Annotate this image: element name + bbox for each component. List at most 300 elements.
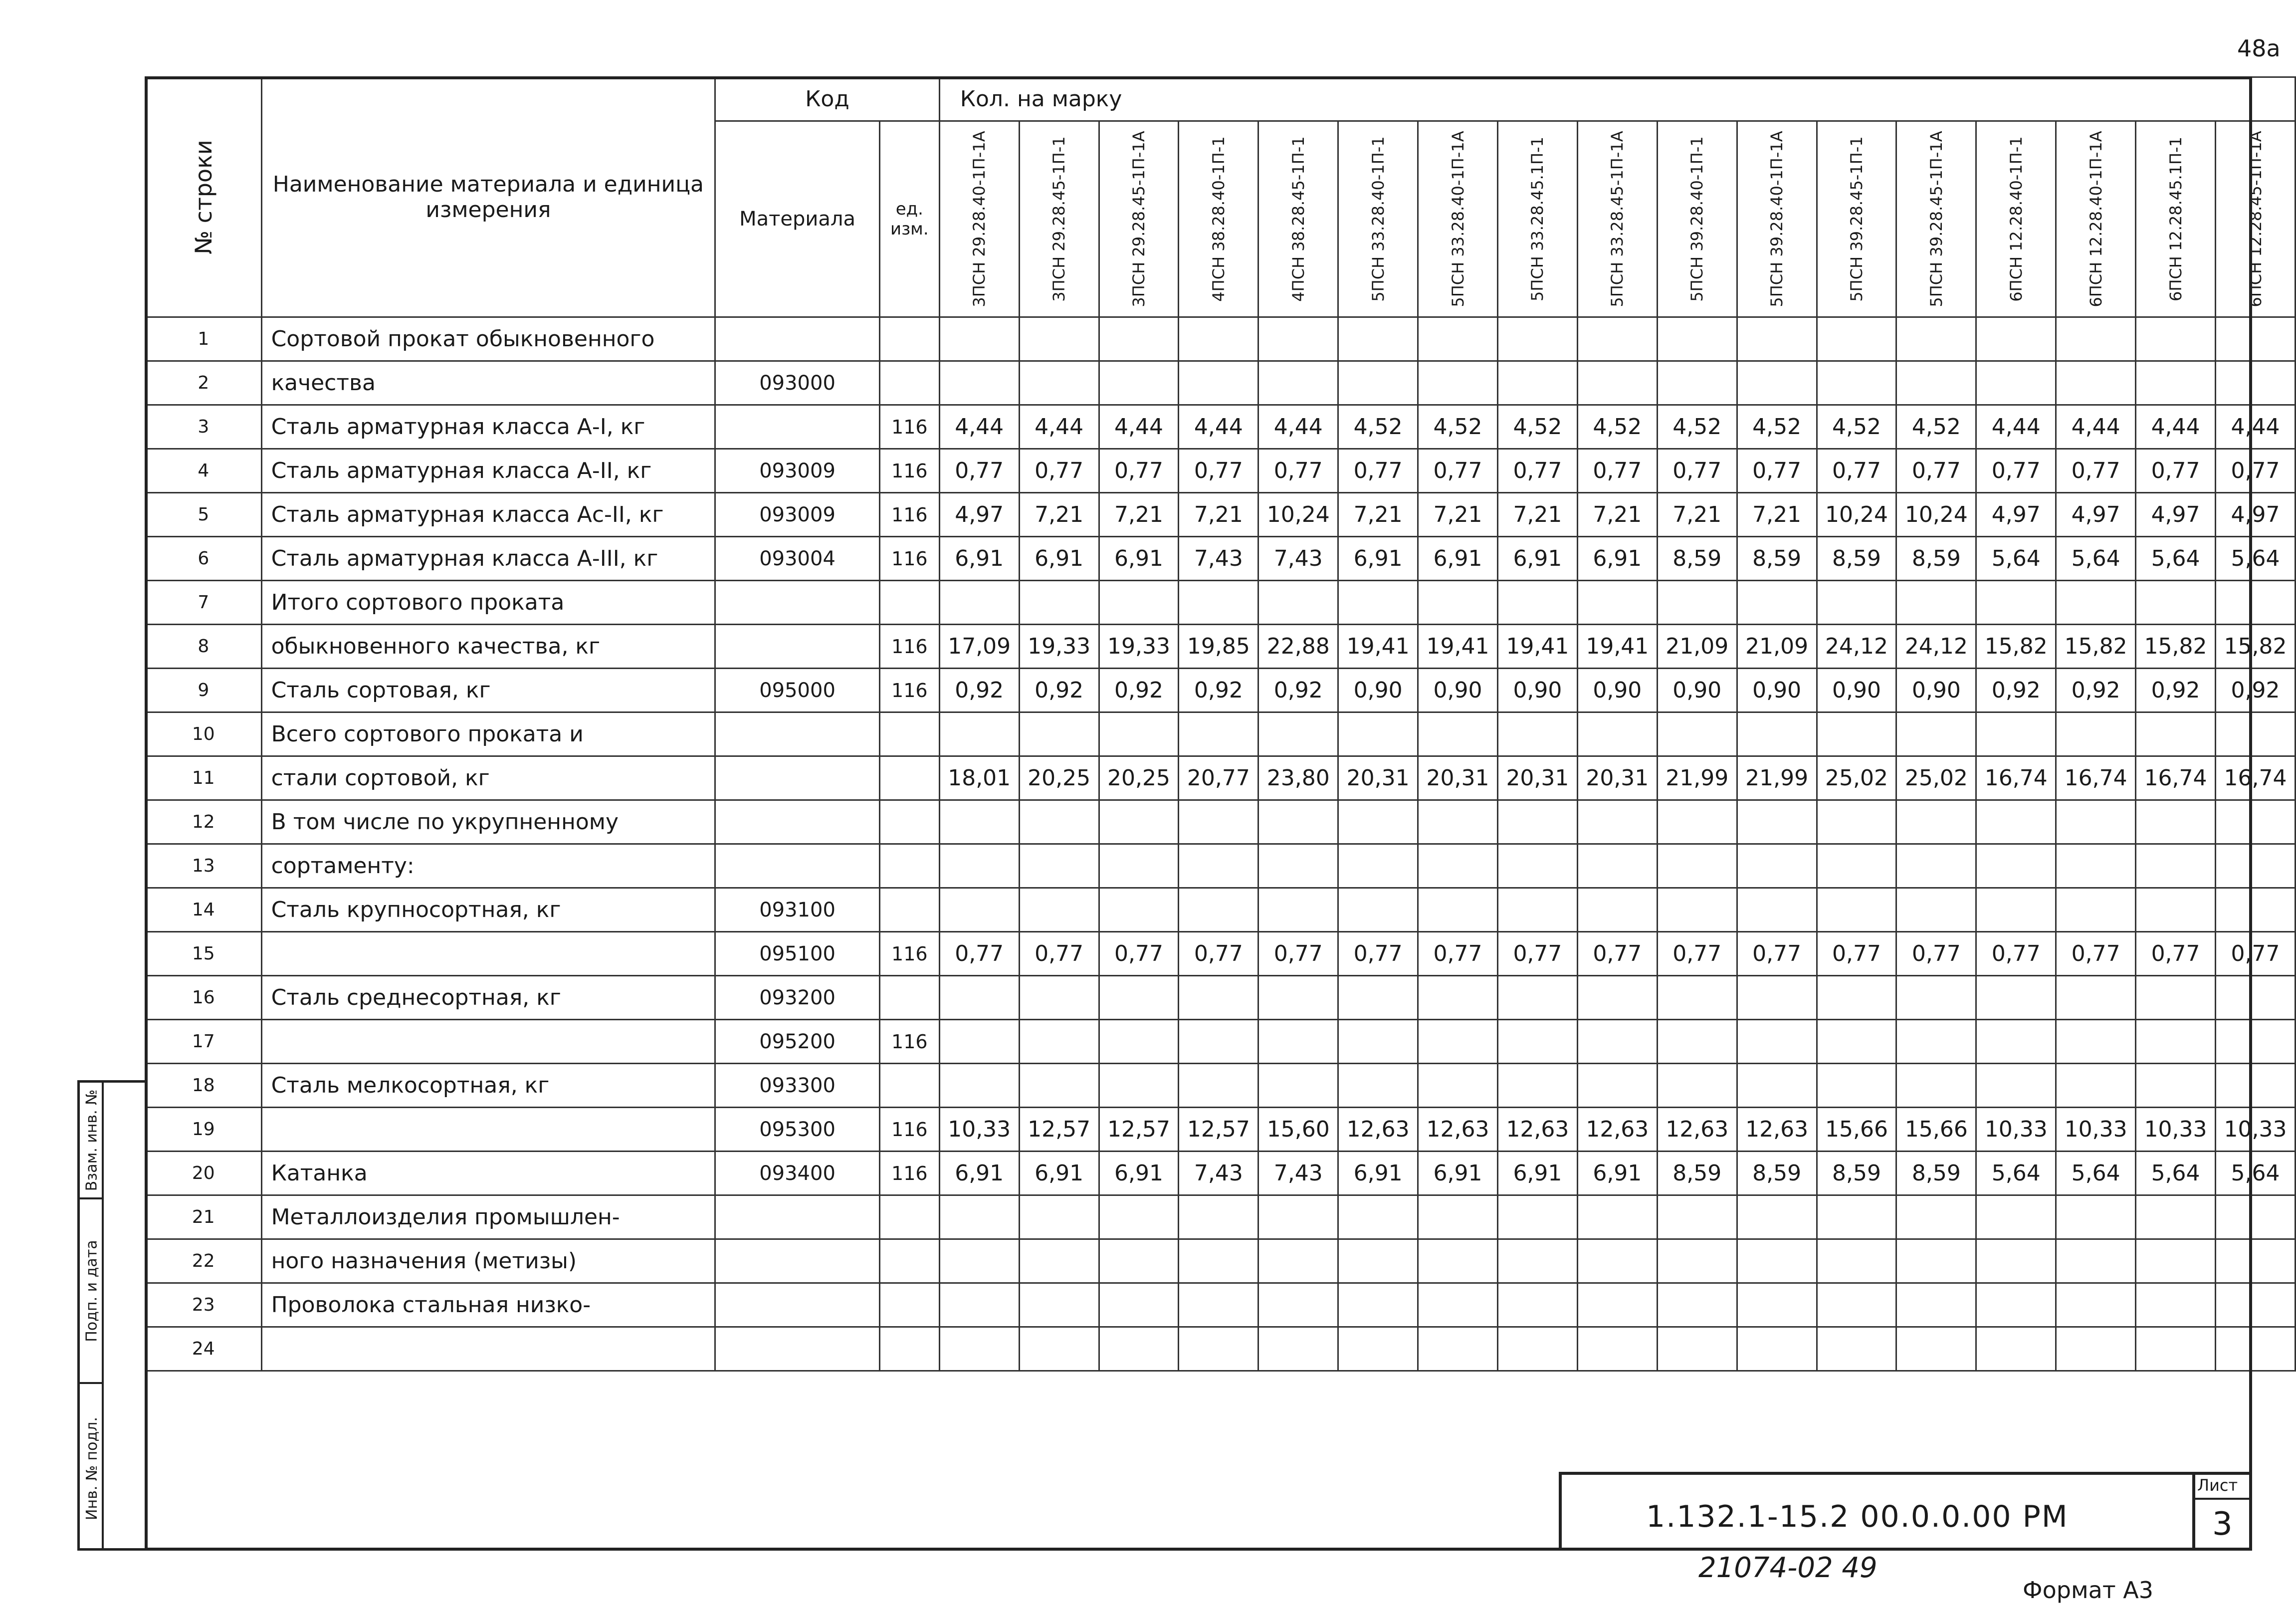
row-number: 22 xyxy=(146,1239,262,1283)
material-name: стали сортовой, кг xyxy=(261,756,715,800)
qty-value xyxy=(939,1020,1019,1064)
qty-value xyxy=(1019,888,1099,932)
qty-value: 0,77 xyxy=(2216,932,2296,976)
material-code: 095000 xyxy=(715,669,880,712)
qty-value xyxy=(1657,844,1737,888)
mark-header xyxy=(1019,121,1099,317)
qty-value xyxy=(1976,361,2056,405)
qty-value xyxy=(1418,1327,1498,1371)
qty-value: 12,63 xyxy=(1737,1108,1817,1152)
qty-value: 6,91 xyxy=(1099,537,1179,581)
material-code xyxy=(715,317,880,361)
qty-value xyxy=(1976,976,2056,1020)
qty-value: 12,63 xyxy=(1497,1108,1577,1152)
qty-value xyxy=(2136,1195,2216,1239)
qty-value xyxy=(1418,361,1498,405)
material-name: Сталь арматурная класса А-II, кг xyxy=(261,449,715,493)
row-number: 13 xyxy=(146,844,262,888)
qty-value xyxy=(1657,1327,1737,1371)
table-row xyxy=(146,405,2296,449)
qty-value: 4,44 xyxy=(1019,405,1099,449)
qty-value xyxy=(1019,361,1099,405)
qty-value xyxy=(1896,712,1976,756)
unit-code xyxy=(879,1195,939,1239)
material-name: Сталь арматурная класса Ас-II, кг xyxy=(261,493,715,537)
sheet-number: 3 xyxy=(2212,1506,2233,1543)
qty-value: 15,82 xyxy=(2056,625,2136,669)
qty-value: 0,92 xyxy=(1258,669,1338,712)
qty-value: 15,82 xyxy=(2216,625,2296,669)
qty-value xyxy=(2216,1195,2296,1239)
row-num-header xyxy=(146,77,262,317)
mark-label: 6ПСН 12.28.45-1П-1А xyxy=(2246,131,2265,307)
qty-value: 8,59 xyxy=(1896,1152,1976,1195)
mark-header xyxy=(1817,121,1896,317)
qty-value xyxy=(1497,1064,1577,1108)
qty-value: 0,77 xyxy=(1737,449,1817,493)
unit-code: 116 xyxy=(879,625,939,669)
material-code: 095100 xyxy=(715,932,880,976)
qty-value xyxy=(1258,317,1338,361)
qty-value xyxy=(1338,361,1418,405)
qty-header: Кол. на марку xyxy=(939,77,2295,121)
qty-value xyxy=(1338,1195,1418,1239)
qty-value xyxy=(1657,317,1737,361)
side-stamp xyxy=(77,1080,145,1551)
mark-label: 3ПСН 29.28.45-1П-1А xyxy=(1129,131,1148,307)
qty-value: 19,41 xyxy=(1497,625,1577,669)
qty-value xyxy=(1179,1064,1258,1108)
qty-value xyxy=(1338,1020,1418,1064)
qty-value xyxy=(1657,1239,1737,1283)
qty-value: 6,91 xyxy=(1497,537,1577,581)
qty-value: 0,77 xyxy=(1418,932,1498,976)
qty-value: 0,92 xyxy=(2216,669,2296,712)
unit-code xyxy=(879,888,939,932)
qty-value xyxy=(1817,581,1896,625)
qty-value xyxy=(1976,712,2056,756)
qty-value xyxy=(1497,317,1577,361)
material-code xyxy=(715,405,880,449)
qty-value xyxy=(2056,317,2136,361)
qty-value: 0,77 xyxy=(1657,932,1737,976)
table-row xyxy=(146,1327,2296,1371)
qty-value xyxy=(2216,581,2296,625)
qty-value xyxy=(1019,844,1099,888)
material-code xyxy=(715,581,880,625)
qty-value: 5,64 xyxy=(2136,537,2216,581)
qty-value xyxy=(1418,800,1498,844)
qty-value xyxy=(2136,1064,2216,1108)
qty-value: 6,91 xyxy=(1577,537,1657,581)
qty-value: 5,64 xyxy=(1976,1152,2056,1195)
qty-value: 4,52 xyxy=(1657,405,1737,449)
qty-value: 20,31 xyxy=(1497,756,1577,800)
qty-value xyxy=(1418,581,1498,625)
row-number: 16 xyxy=(146,976,262,1020)
qty-value: 4,52 xyxy=(1577,405,1657,449)
qty-value: 0,77 xyxy=(2056,932,2136,976)
row-number: 3 xyxy=(146,405,262,449)
material-code xyxy=(715,712,880,756)
table-row xyxy=(146,1152,2296,1195)
qty-value: 15,66 xyxy=(1896,1108,1976,1152)
qty-value xyxy=(1976,888,2056,932)
qty-value: 16,74 xyxy=(2056,756,2136,800)
material-name: Итого сортового проката xyxy=(261,581,715,625)
qty-value: 12,57 xyxy=(1099,1108,1179,1152)
qty-value: 10,33 xyxy=(2136,1108,2216,1152)
qty-value: 4,97 xyxy=(2056,493,2136,537)
qty-value: 0,90 xyxy=(1657,669,1737,712)
qty-value xyxy=(1976,844,2056,888)
qty-value xyxy=(1019,976,1099,1020)
qty-value xyxy=(1577,1283,1657,1327)
unit-code xyxy=(879,976,939,1020)
table-row xyxy=(146,493,2296,537)
qty-value xyxy=(1099,1195,1179,1239)
qty-value: 0,77 xyxy=(2136,449,2216,493)
qty-value xyxy=(1657,1020,1737,1064)
qty-value xyxy=(1179,1239,1258,1283)
qty-value: 6,91 xyxy=(1019,537,1099,581)
table-row xyxy=(146,1108,2296,1152)
qty-value xyxy=(2056,712,2136,756)
qty-value: 19,41 xyxy=(1577,625,1657,669)
qty-value: 0,92 xyxy=(1976,669,2056,712)
qty-value xyxy=(1099,1283,1179,1327)
qty-value: 4,52 xyxy=(1418,405,1498,449)
material-name: Проволока стальная низко- xyxy=(261,1283,715,1327)
qty-value xyxy=(1896,844,1976,888)
qty-value: 20,31 xyxy=(1338,756,1418,800)
qty-value: 0,77 xyxy=(1577,932,1657,976)
qty-value xyxy=(1179,888,1258,932)
qty-value xyxy=(1737,1327,1817,1371)
qty-value xyxy=(1577,1327,1657,1371)
qty-value: 6,91 xyxy=(1418,537,1498,581)
qty-value xyxy=(1577,976,1657,1020)
qty-value xyxy=(1418,976,1498,1020)
qty-value: 4,44 xyxy=(939,405,1019,449)
doc-code: 1.132.1-15.2 00.0.0.00 РМ xyxy=(1646,1499,2069,1534)
qty-value: 10,33 xyxy=(2056,1108,2136,1152)
qty-value: 20,77 xyxy=(1179,756,1258,800)
qty-value: 0,77 xyxy=(939,932,1019,976)
material-code: 093300 xyxy=(715,1064,880,1108)
qty-value xyxy=(2056,1283,2136,1327)
qty-value: 12,63 xyxy=(1577,1108,1657,1152)
qty-value: 19,41 xyxy=(1338,625,1418,669)
qty-value: 4,52 xyxy=(1896,405,1976,449)
qty-value: 25,02 xyxy=(1817,756,1896,800)
mark-header xyxy=(939,121,1019,317)
qty-value xyxy=(1737,1195,1817,1239)
mark-header xyxy=(1976,121,2056,317)
qty-value xyxy=(1657,1195,1737,1239)
mark-label: 5ПСН 39.28.45-1П-1 xyxy=(1847,136,1866,302)
material-name xyxy=(261,1020,715,1064)
qty-value xyxy=(1258,361,1338,405)
qty-value xyxy=(939,712,1019,756)
qty-value xyxy=(1657,361,1737,405)
qty-value xyxy=(1817,800,1896,844)
qty-value xyxy=(1338,888,1418,932)
qty-value xyxy=(939,1283,1019,1327)
qty-value xyxy=(2056,976,2136,1020)
qty-value: 0,77 xyxy=(1179,449,1258,493)
qty-value xyxy=(1179,361,1258,405)
qty-value: 12,57 xyxy=(1019,1108,1099,1152)
qty-value: 4,97 xyxy=(2136,493,2216,537)
qty-value: 23,80 xyxy=(1258,756,1338,800)
qty-value: 0,77 xyxy=(1179,932,1258,976)
qty-value: 20,25 xyxy=(1099,756,1179,800)
qty-value xyxy=(2056,1064,2136,1108)
material-code: 093009 xyxy=(715,493,880,537)
qty-value xyxy=(939,317,1019,361)
qty-value: 6,91 xyxy=(1338,537,1418,581)
qty-value: 19,33 xyxy=(1099,625,1179,669)
qty-value xyxy=(1577,1064,1657,1108)
row-number: 21 xyxy=(146,1195,262,1239)
qty-value xyxy=(1338,1327,1418,1371)
qty-value: 16,74 xyxy=(1976,756,2056,800)
row-number: 10 xyxy=(146,712,262,756)
qty-value xyxy=(1019,317,1099,361)
qty-value xyxy=(1657,976,1737,1020)
qty-value xyxy=(1817,1064,1896,1108)
qty-value: 0,92 xyxy=(2136,669,2216,712)
row-number: 20 xyxy=(146,1152,262,1195)
qty-value: 7,21 xyxy=(1737,493,1817,537)
qty-value xyxy=(1497,800,1577,844)
qty-value xyxy=(2216,317,2296,361)
row-number: 12 xyxy=(146,800,262,844)
qty-value xyxy=(2056,581,2136,625)
qty-value xyxy=(2216,844,2296,888)
row-number: 24 xyxy=(146,1327,262,1371)
row-number: 2 xyxy=(146,361,262,405)
table-row xyxy=(146,1195,2296,1239)
qty-value xyxy=(1577,317,1657,361)
qty-value xyxy=(1737,1020,1817,1064)
unit-code: 116 xyxy=(879,493,939,537)
qty-value xyxy=(1817,844,1896,888)
material-name: Всего сортового проката и xyxy=(261,712,715,756)
qty-value xyxy=(2136,1239,2216,1283)
unit-code: 116 xyxy=(879,449,939,493)
qty-value xyxy=(2216,1064,2296,1108)
qty-value xyxy=(1737,844,1817,888)
unit-code: 116 xyxy=(879,1108,939,1152)
qty-value xyxy=(2216,361,2296,405)
qty-value: 8,59 xyxy=(1737,537,1817,581)
qty-value xyxy=(2136,844,2216,888)
qty-value xyxy=(1258,844,1338,888)
qty-value xyxy=(1817,1239,1896,1283)
table-row xyxy=(146,317,2296,361)
mark-label: 5ПСН 33.28.40-1П-1 xyxy=(1368,136,1388,302)
qty-value xyxy=(1179,1327,1258,1371)
qty-value xyxy=(2216,1020,2296,1064)
table-row xyxy=(146,449,2296,493)
qty-value xyxy=(1497,844,1577,888)
qty-value xyxy=(1737,361,1817,405)
stamp-sign-date-label: Подп. и дата xyxy=(83,1239,101,1342)
qty-value xyxy=(1019,1327,1099,1371)
material-name: Сталь крупносортная, кг xyxy=(261,888,715,932)
table-row xyxy=(146,1239,2296,1283)
qty-value xyxy=(1179,1020,1258,1064)
qty-value xyxy=(1179,581,1258,625)
qty-value: 8,59 xyxy=(1737,1152,1817,1195)
material-name xyxy=(261,1108,715,1152)
qty-value xyxy=(1179,1283,1258,1327)
qty-value: 0,77 xyxy=(1258,449,1338,493)
qty-value: 16,74 xyxy=(2216,756,2296,800)
qty-value xyxy=(1418,1239,1498,1283)
qty-value xyxy=(2136,581,2216,625)
qty-value: 25,02 xyxy=(1896,756,1976,800)
qty-value xyxy=(1099,1064,1179,1108)
qty-value xyxy=(1099,712,1179,756)
qty-value: 8,59 xyxy=(1896,537,1976,581)
qty-value: 10,24 xyxy=(1258,493,1338,537)
mark-header xyxy=(2216,121,2296,317)
qty-value: 4,52 xyxy=(1338,405,1418,449)
qty-value: 0,77 xyxy=(1497,449,1577,493)
qty-value: 0,77 xyxy=(1418,449,1498,493)
qty-value xyxy=(2136,976,2216,1020)
qty-value: 0,92 xyxy=(1099,669,1179,712)
qty-value: 0,90 xyxy=(1338,669,1418,712)
qty-value: 20,31 xyxy=(1418,756,1498,800)
qty-value xyxy=(1896,1327,1976,1371)
qty-value xyxy=(1497,712,1577,756)
qty-value: 0,77 xyxy=(2216,449,2296,493)
qty-value xyxy=(1258,1195,1338,1239)
qty-value xyxy=(1657,800,1737,844)
row-number: 18 xyxy=(146,1064,262,1108)
qty-value xyxy=(1976,1283,2056,1327)
qty-value xyxy=(1497,888,1577,932)
material-name: Сталь арматурная класса А-I, кг xyxy=(261,405,715,449)
mark-header xyxy=(1258,121,1338,317)
qty-value: 4,97 xyxy=(1976,493,2056,537)
mark-label: 5ПСН 39.28.40-1П-1А xyxy=(1767,131,1787,307)
qty-value: 0,77 xyxy=(1976,932,2056,976)
qty-value: 10,24 xyxy=(1817,493,1896,537)
qty-value xyxy=(1577,800,1657,844)
qty-value: 10,33 xyxy=(1976,1108,2056,1152)
qty-value: 4,97 xyxy=(939,493,1019,537)
qty-value xyxy=(1418,1064,1498,1108)
unit-code xyxy=(879,1283,939,1327)
qty-value xyxy=(939,844,1019,888)
qty-value xyxy=(1817,712,1896,756)
mark-header xyxy=(1418,121,1498,317)
mark-header xyxy=(1577,121,1657,317)
qty-value xyxy=(2056,888,2136,932)
qty-value xyxy=(2136,1327,2216,1371)
material-name xyxy=(261,1327,715,1371)
qty-value: 18,01 xyxy=(939,756,1019,800)
qty-value: 20,31 xyxy=(1577,756,1657,800)
qty-value xyxy=(1338,712,1418,756)
qty-value: 12,63 xyxy=(1418,1108,1498,1152)
qty-value: 15,82 xyxy=(1976,625,2056,669)
qty-value xyxy=(2136,361,2216,405)
qty-value xyxy=(2056,1020,2136,1064)
qty-value: 15,82 xyxy=(2136,625,2216,669)
qty-value: 10,33 xyxy=(2216,1108,2296,1152)
qty-value: 6,91 xyxy=(1497,1152,1577,1195)
unit-code xyxy=(879,1239,939,1283)
row-number: 9 xyxy=(146,669,262,712)
qty-value xyxy=(1976,800,2056,844)
code-header: Код xyxy=(715,77,940,121)
code-material-header: Материала xyxy=(715,121,880,317)
mark-label: 5ПСН 33.28.45.1П-1 xyxy=(1528,137,1547,301)
qty-value xyxy=(1896,581,1976,625)
qty-value xyxy=(1258,1327,1338,1371)
qty-value: 20,25 xyxy=(1019,756,1099,800)
material-name: Катанка xyxy=(261,1152,715,1195)
unit-code: 116 xyxy=(879,1152,939,1195)
qty-value xyxy=(2216,888,2296,932)
qty-value xyxy=(1577,361,1657,405)
qty-value xyxy=(1657,712,1737,756)
qty-value: 0,77 xyxy=(1497,932,1577,976)
qty-value xyxy=(1896,1020,1976,1064)
qty-value: 0,92 xyxy=(1019,669,1099,712)
qty-value: 4,52 xyxy=(1737,405,1817,449)
qty-value: 0,77 xyxy=(1657,449,1737,493)
material-name: Сталь мелкосортная, кг xyxy=(261,1064,715,1108)
qty-value: 7,21 xyxy=(1418,493,1498,537)
qty-value: 12,63 xyxy=(1657,1108,1737,1152)
qty-value xyxy=(1019,712,1099,756)
qty-value xyxy=(1099,361,1179,405)
material-code xyxy=(715,800,880,844)
qty-value xyxy=(1737,1239,1817,1283)
qty-value: 5,64 xyxy=(2056,1152,2136,1195)
qty-value xyxy=(1099,1327,1179,1371)
mark-label: 5ПСН 33.28.40-1П-1А xyxy=(1448,131,1467,307)
qty-value: 7,21 xyxy=(1338,493,1418,537)
material-code: 095300 xyxy=(715,1108,880,1152)
qty-value xyxy=(1099,888,1179,932)
material-name: Сталь сортовая, кг xyxy=(261,669,715,712)
qty-value: 19,33 xyxy=(1019,625,1099,669)
table-row xyxy=(146,581,2296,625)
mark-header xyxy=(1179,121,1258,317)
qty-value xyxy=(1338,1239,1418,1283)
material-code: 093100 xyxy=(715,888,880,932)
qty-value: 0,77 xyxy=(939,449,1019,493)
qty-value xyxy=(1099,1239,1179,1283)
qty-value: 0,77 xyxy=(1338,449,1418,493)
inventory-number: 21074-02 49 xyxy=(1698,1552,1878,1584)
qty-value xyxy=(1258,888,1338,932)
mark-label: 4ПСН 38.28.40-1П-1 xyxy=(1209,136,1228,302)
unit-code xyxy=(879,1327,939,1371)
qty-value: 0,90 xyxy=(1737,669,1817,712)
qty-value xyxy=(2216,1239,2296,1283)
qty-value: 4,44 xyxy=(1976,405,2056,449)
qty-value xyxy=(1577,1239,1657,1283)
